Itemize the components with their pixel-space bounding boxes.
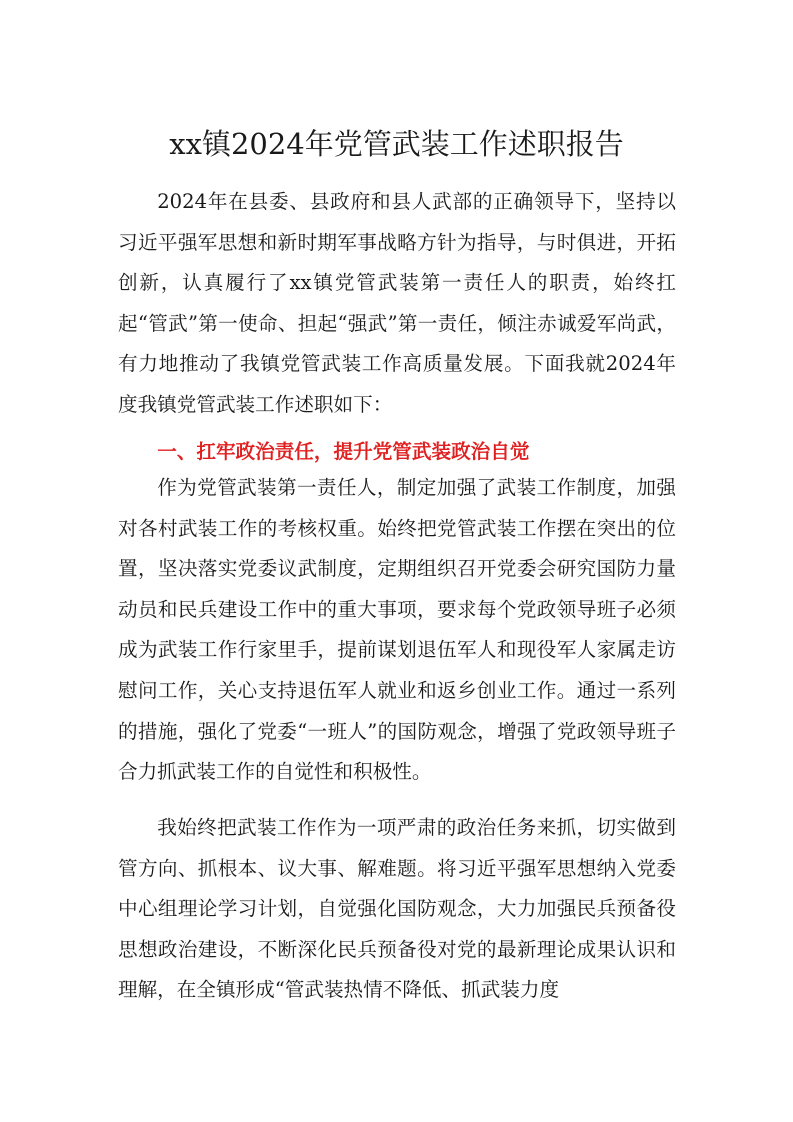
section-paragraph-1: 作为党管武装第一责任人，制定加强了武装工作制度，加强对各村武装工作的考核权重。始终把党管武装工作摆在突出的位置，坚决落实党委议武制度，定期组织召开党委会研究国防力量动员和民兵建设工作中的重大事项，要求每个党政领导班子必须成为武装工作行家里手，提前谋划退伍军人和现役军人家属走访慰问工作，关心支持退伍军人就业和返乡创业工作。通过一系列的措施，强化了党委“一班人”的国防观念，增强了党政领导班子合力抓武装工作的自觉性和积极性。 — [118, 476, 676, 784]
document-title: xx镇2024年党管武装工作述职报告 — [169, 127, 624, 161]
section-heading: 一、扛牢政治责任，提升党管武装政治自觉 — [157, 440, 530, 463]
section-paragraph-2: 我始终把武装工作作为一项严肃的政治任务来抓，切实做到管方向、抓根本、议大事、解难题。将习近平强军思想纳入党委中心组理论学习计划，自觉强化国防观念，大力加强民兵预备役思想政治建设，不断深化民兵预备役对党的最新理论成果认识和理解，在全镇形成“管武装热情不降低、抓武装力度 — [118, 816, 676, 1002]
intro-paragraph: 2024年在县委、县政府和县人武部的正确领导下，坚持以习近平强军思想和新时期军事战略方针为指导，与时俱进，开拓创新，认真履行了xx镇党管武装第一责任人的职责，始终扛起“管武”第一使命、担起“强武”第一责任，倾注赤诚爱军尚武，有力地推动了我镇党管武装工作高质量发展。下面我就2024年度我镇党管武装工作述职如下： — [118, 190, 676, 416]
